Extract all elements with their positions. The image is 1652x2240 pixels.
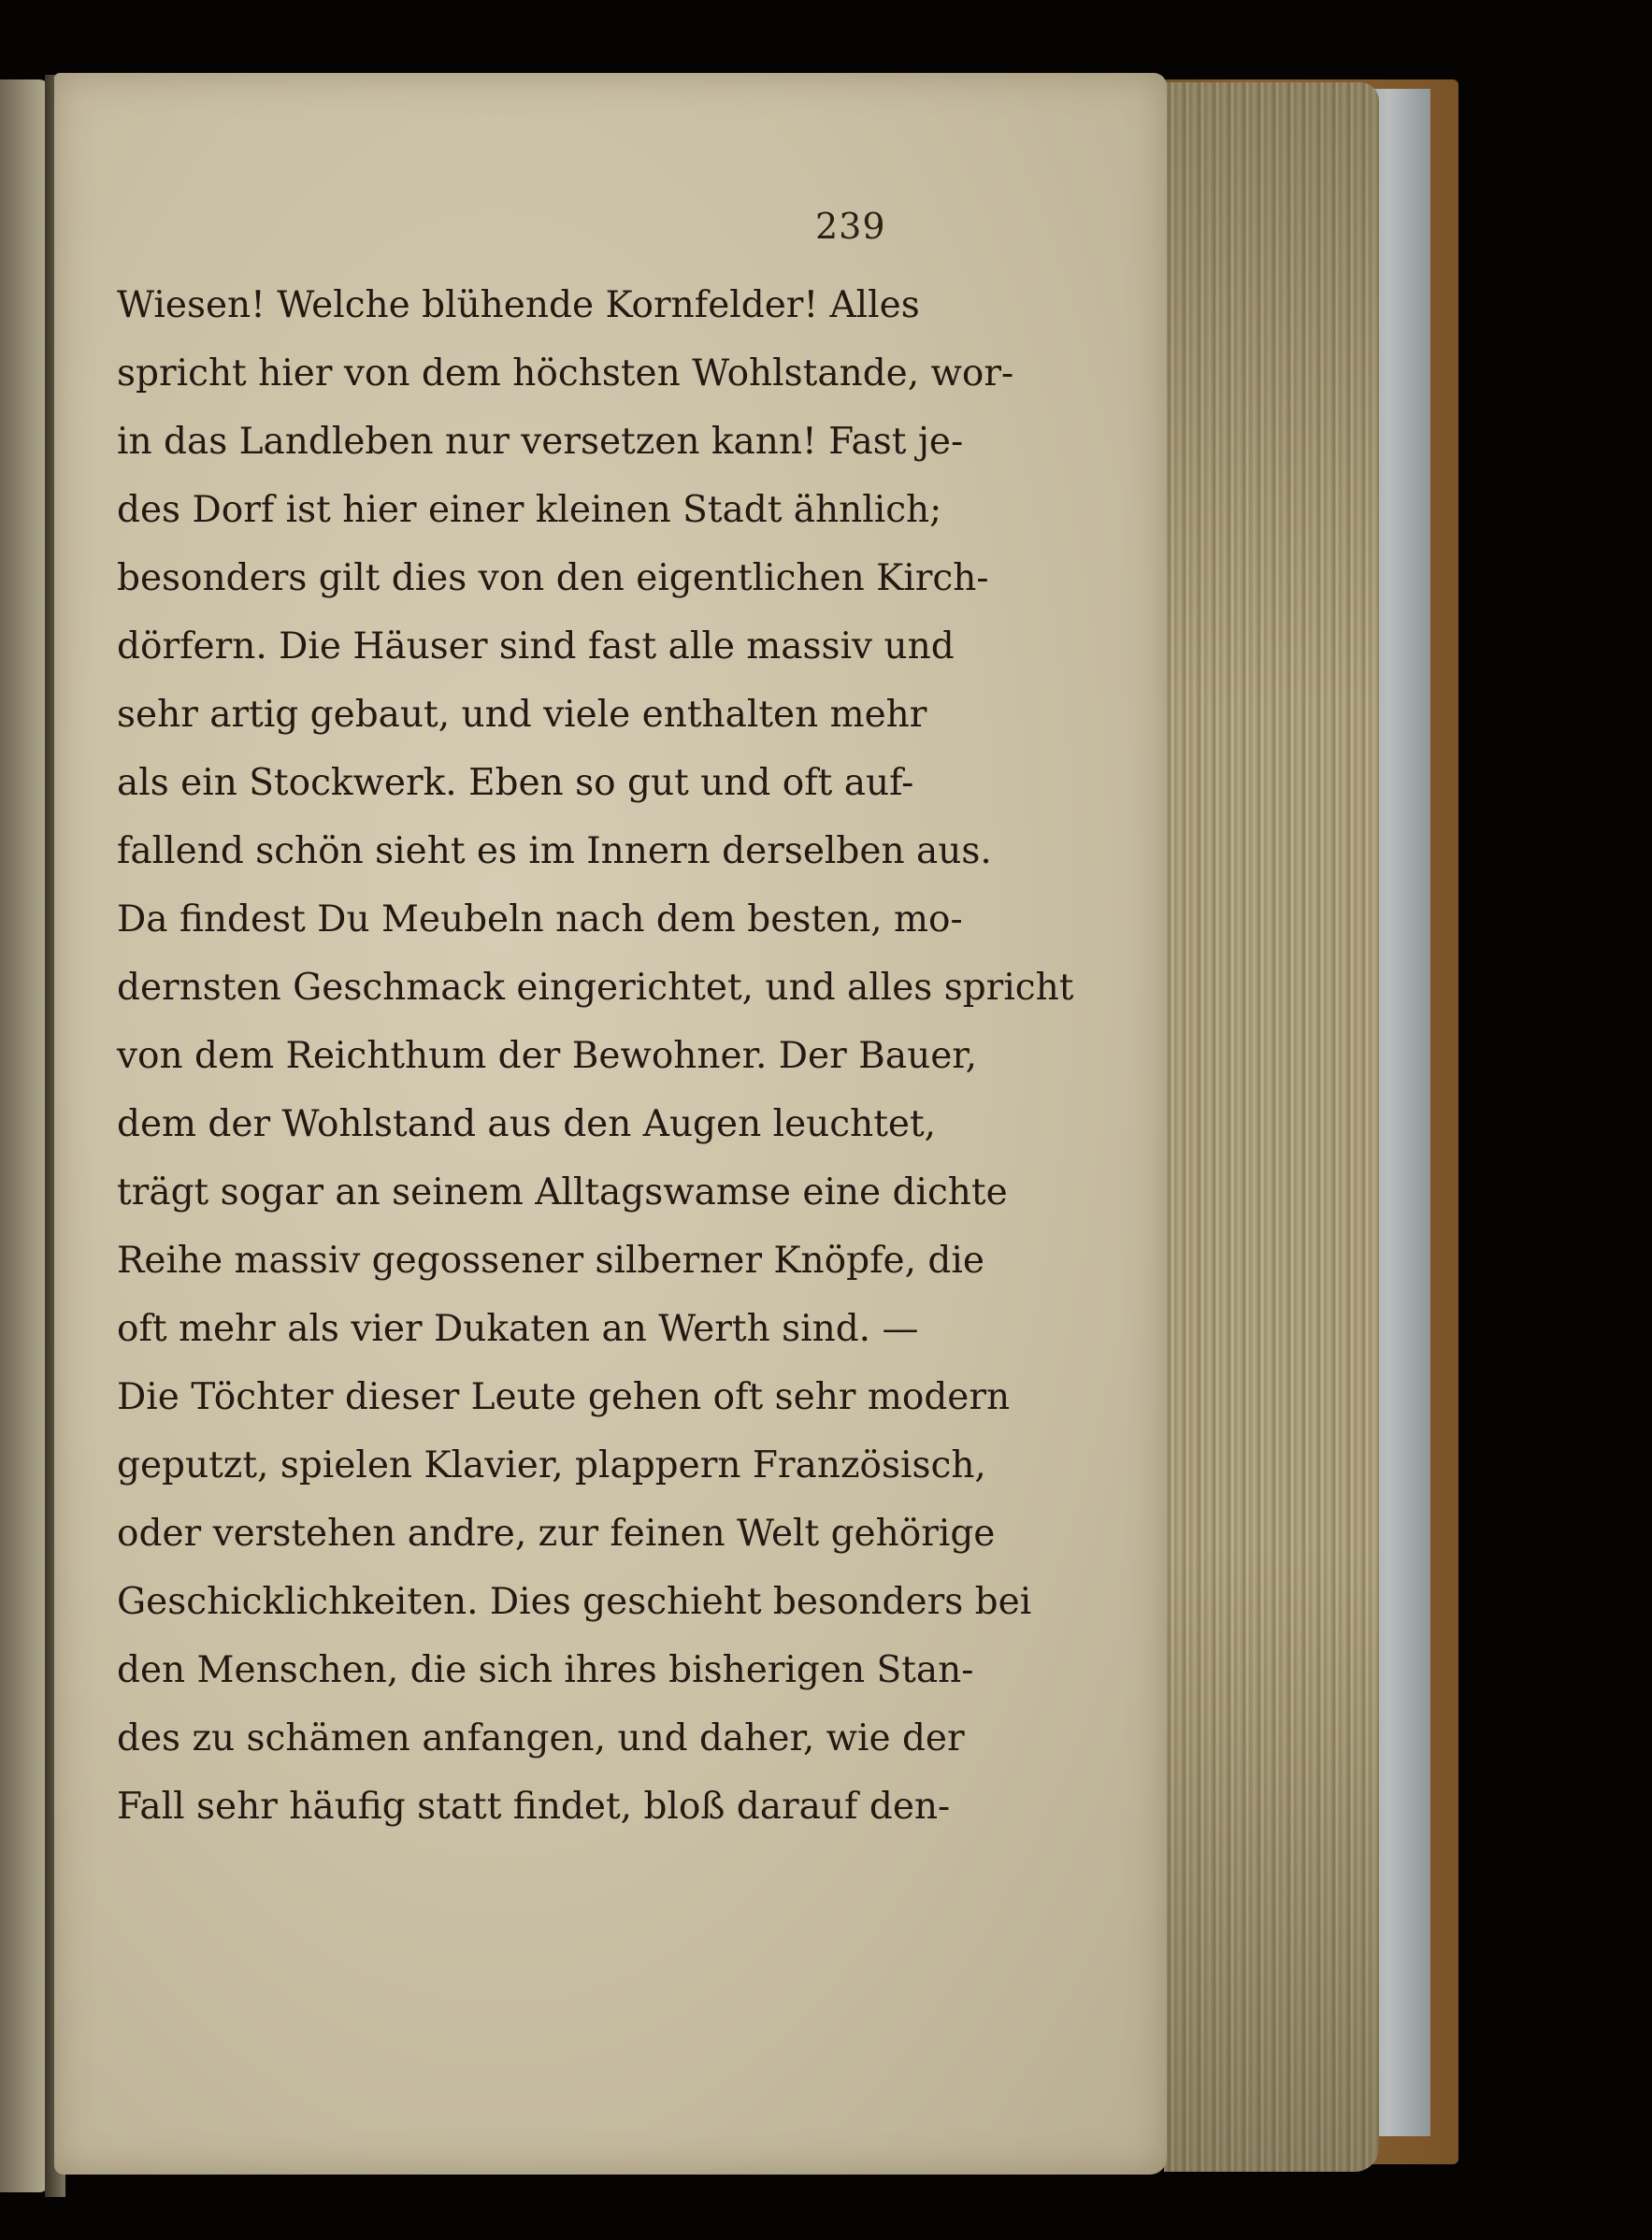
text-line: Geschicklichkeiten. Dies geschieht besonders bei xyxy=(117,1581,1032,1623)
text-line: Die Töchter dieser Leute gehen oft sehr modern xyxy=(117,1376,1011,1418)
text-line: oder verstehen andre, zur feinen Welt gehörige xyxy=(117,1513,996,1555)
text-line: in das Landleben nur versetzen kann! Fast je- xyxy=(117,421,964,463)
text-line: des zu schämen anfangen, und daher, wie der xyxy=(117,1717,965,1759)
text-line: Fall sehr häufig statt findet, bloß darauf den- xyxy=(117,1786,951,1828)
page-edges xyxy=(1164,82,1379,2172)
page-text xyxy=(117,271,1074,1841)
text-line: dörfern. Die Häuser sind fast alle massiv und xyxy=(117,625,955,668)
text-line: des Dorf ist hier einer kleinen Stadt ähnlich; xyxy=(117,489,942,531)
text-line: spricht hier von dem höchsten Wohlstande, wor- xyxy=(117,352,1014,395)
left-page-fragment xyxy=(0,79,49,2192)
text-line: Reihe massiv gegossener silberner Knöpfe, die xyxy=(117,1240,984,1282)
text-line: Da findest Du Meubeln nach dem besten, mo- xyxy=(117,898,963,941)
text-line: fallend schön sieht es im Innern derselben aus. xyxy=(117,830,992,872)
text-line: geputzt, spielen Klavier, plappern Französisch, xyxy=(117,1444,986,1486)
text-line: besonders gilt dies von den eigentlichen Kirch- xyxy=(117,557,989,599)
page-number: 239 xyxy=(815,206,886,247)
text-line: Wiesen! Welche blühende Kornfelder! Alles xyxy=(117,284,920,326)
text-line: dem der Wohlstand aus den Augen leuchtet, xyxy=(117,1103,937,1145)
text-line: den Menschen, die sich ihres bisherigen Stan- xyxy=(117,1649,974,1691)
text-line: sehr artig gebaut, und viele enthalten mehr xyxy=(117,694,927,736)
text-line: dernsten Geschmack eingerichtet, und alles spricht xyxy=(117,967,1074,1009)
text-line: trägt sogar an seinem Alltagswamse eine dichte xyxy=(117,1171,1008,1213)
text-line: als ein Stockwerk. Eben so gut und oft auf- xyxy=(117,762,914,804)
text-line: von dem Reichthum der Bewohner. Der Bauer, xyxy=(117,1035,978,1077)
text-line: oft mehr als vier Dukaten an Werth sind. — xyxy=(117,1308,919,1350)
